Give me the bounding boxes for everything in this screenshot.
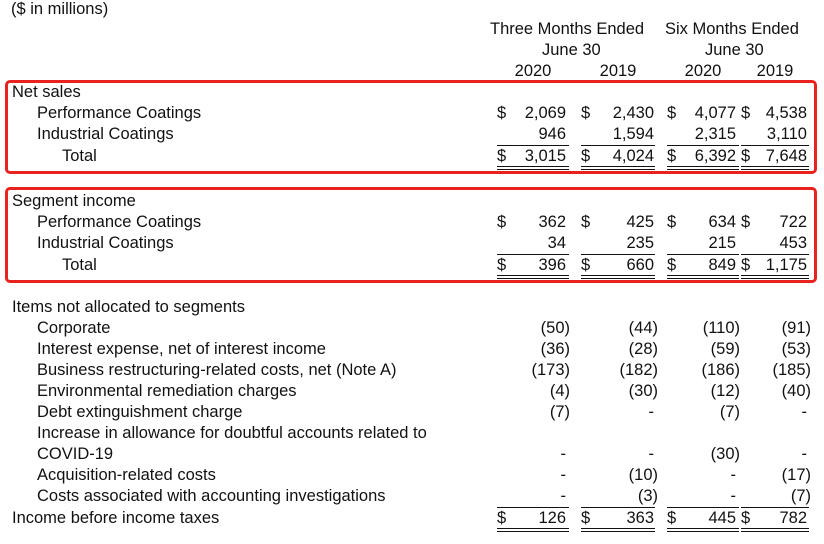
segment-income-value: 362 — [538, 213, 566, 231]
dollar-sign: $ — [497, 256, 507, 274]
unallocated-value: (182) — [619, 361, 658, 379]
net-sales-total-value: 7,648 — [765, 147, 807, 165]
unallocated-value: (30) — [710, 445, 740, 463]
net-sales-value: 4,538 — [765, 104, 807, 122]
unallocated-row-label: Costs associated with accounting investigations — [37, 487, 386, 505]
dollar-sign: $ — [667, 213, 677, 231]
total-double-underline — [741, 528, 809, 532]
income-before-taxes-label: Income before income taxes — [12, 509, 220, 527]
segment-income-total-value: 660 — [626, 256, 654, 274]
dollar-sign: $ — [741, 509, 751, 527]
segment-income-value: 34 — [547, 234, 566, 252]
total-double-underline — [667, 528, 739, 532]
net-sales-total-value: 6,392 — [694, 147, 736, 165]
unallocated-value: (186) — [701, 361, 740, 379]
unallocated-value: (173) — [531, 361, 570, 379]
net-sales-value: 946 — [538, 125, 566, 143]
net-sales-value: 3,110 — [766, 125, 807, 143]
dollar-sign: $ — [497, 104, 507, 122]
total-double-underline — [667, 275, 739, 279]
total-double-underline — [581, 166, 655, 170]
net-sales-value: 1,594 — [612, 125, 654, 143]
unallocated-value: (36) — [540, 340, 570, 358]
dollar-sign: $ — [581, 147, 591, 165]
dollar-sign: $ — [741, 104, 751, 122]
header-three-months: Three Months Ended — [490, 20, 645, 38]
segment-income-total-value: 1,175 — [765, 256, 807, 274]
header-year-col3: 2020 — [684, 62, 722, 80]
net-sales-value: 4,077 — [694, 104, 736, 122]
dollar-sign: $ — [741, 147, 751, 165]
total-double-underline — [581, 275, 655, 279]
header-year-col4: 2019 — [756, 62, 794, 80]
unallocated-value: (50) — [540, 319, 570, 337]
income-before-taxes-value: 126 — [538, 509, 566, 527]
header-six-months: Six Months Ended — [665, 20, 799, 38]
net-sales-title: Net sales — [12, 83, 81, 101]
unallocated-row-label: COVID-19 — [37, 445, 114, 463]
dollar-sign: $ — [741, 256, 751, 274]
dollar-sign: $ — [581, 213, 591, 231]
net-sales-row-label: Performance Coatings — [37, 104, 202, 122]
unallocated-value: (53) — [781, 340, 811, 358]
segment-income-total-value: 396 — [538, 256, 566, 274]
segment-income-title: Segment income — [12, 192, 136, 210]
unallocated-value: - — [801, 403, 807, 421]
unallocated-value: (40) — [781, 382, 811, 400]
unallocated-value: - — [648, 445, 654, 463]
net-sales-total-label: Total — [62, 147, 97, 165]
net-sales-total-value: 4,024 — [612, 147, 654, 165]
unallocated-value: (7) — [719, 403, 740, 421]
header-year-col2: 2019 — [599, 62, 637, 80]
net-sales-row-label: Industrial Coatings — [37, 125, 174, 143]
header-june-30-three: June 30 — [542, 41, 601, 59]
dollar-sign: $ — [581, 256, 591, 274]
net-sales-value: 2,315 — [694, 125, 736, 143]
dollar-sign: $ — [741, 213, 751, 231]
segment-income-row-label: Industrial Coatings — [37, 234, 174, 252]
dollar-sign: $ — [497, 213, 507, 231]
unallocated-value: (91) — [781, 319, 811, 337]
unallocated-value: (7) — [549, 403, 570, 421]
unallocated-value: (59) — [710, 340, 740, 358]
unallocated-value: (3) — [637, 487, 658, 505]
segment-income-total-label: Total — [62, 256, 97, 274]
segment-income-value: 453 — [779, 234, 807, 252]
unallocated-row-label: Acquisition-related costs — [37, 466, 216, 484]
unallocated-value: - — [801, 445, 807, 463]
segment-income-value: 634 — [708, 213, 736, 231]
net-sales-value: 2,069 — [524, 104, 566, 122]
unallocated-value: (30) — [628, 382, 658, 400]
net-sales-total-value: 3,015 — [524, 147, 566, 165]
unallocated-value: - — [730, 487, 736, 505]
unallocated-value: (4) — [549, 382, 570, 400]
unallocated-row-label: Business restructuring-related costs, net (Note A) — [37, 361, 397, 379]
dollar-sign: $ — [667, 104, 677, 122]
total-double-underline — [741, 166, 809, 170]
segment-income-value: 722 — [779, 213, 807, 231]
unallocated-value: (185) — [772, 361, 811, 379]
income-before-taxes-value: 363 — [626, 509, 654, 527]
total-double-underline — [497, 166, 569, 170]
unallocated-row-label: Increase in allowance for doubtful accounts related to — [37, 424, 427, 442]
unallocated-value: (110) — [702, 319, 740, 337]
unallocated-value: - — [560, 466, 566, 484]
unallocated-row-label: Interest expense, net of interest income — [37, 340, 326, 358]
unallocated-value: (7) — [790, 487, 811, 505]
segment-income-value: 425 — [626, 213, 654, 231]
unallocated-value: (12) — [710, 382, 740, 400]
segment-income-value: 215 — [708, 234, 736, 252]
units-label: ($ in millions) — [11, 0, 109, 18]
header-june-30-six: June 30 — [705, 41, 764, 59]
unallocated-row-label: Debt extinguishment charge — [37, 403, 243, 421]
unallocated-title: Items not allocated to segments — [12, 298, 245, 316]
unallocated-value: (28) — [628, 340, 658, 358]
dollar-sign: $ — [667, 509, 677, 527]
net-sales-value: 2,430 — [612, 104, 654, 122]
header-year-col1: 2020 — [514, 62, 552, 80]
income-before-taxes-value: 445 — [708, 509, 736, 527]
unallocated-row-label: Environmental remediation charges — [37, 382, 297, 400]
unallocated-value: - — [560, 487, 566, 505]
dollar-sign: $ — [497, 147, 507, 165]
unallocated-value: (17) — [781, 466, 811, 484]
unallocated-row-label: Corporate — [37, 319, 111, 337]
unallocated-value: - — [560, 445, 566, 463]
dollar-sign: $ — [667, 147, 677, 165]
segment-income-total-value: 849 — [708, 256, 736, 274]
total-double-underline — [667, 166, 739, 170]
total-double-underline — [741, 275, 809, 279]
total-double-underline — [497, 275, 569, 279]
total-double-underline — [581, 528, 655, 532]
total-double-underline — [497, 528, 569, 532]
dollar-sign: $ — [667, 256, 677, 274]
dollar-sign: $ — [581, 509, 591, 527]
segment-income-row-label: Performance Coatings — [37, 213, 202, 231]
unallocated-value: - — [730, 466, 736, 484]
unallocated-value: - — [648, 403, 654, 421]
unallocated-value: (44) — [628, 319, 658, 337]
dollar-sign: $ — [581, 104, 591, 122]
segment-income-value: 235 — [626, 234, 654, 252]
dollar-sign: $ — [497, 509, 507, 527]
unallocated-value: (10) — [628, 466, 658, 484]
income-before-taxes-value: 782 — [779, 509, 807, 527]
